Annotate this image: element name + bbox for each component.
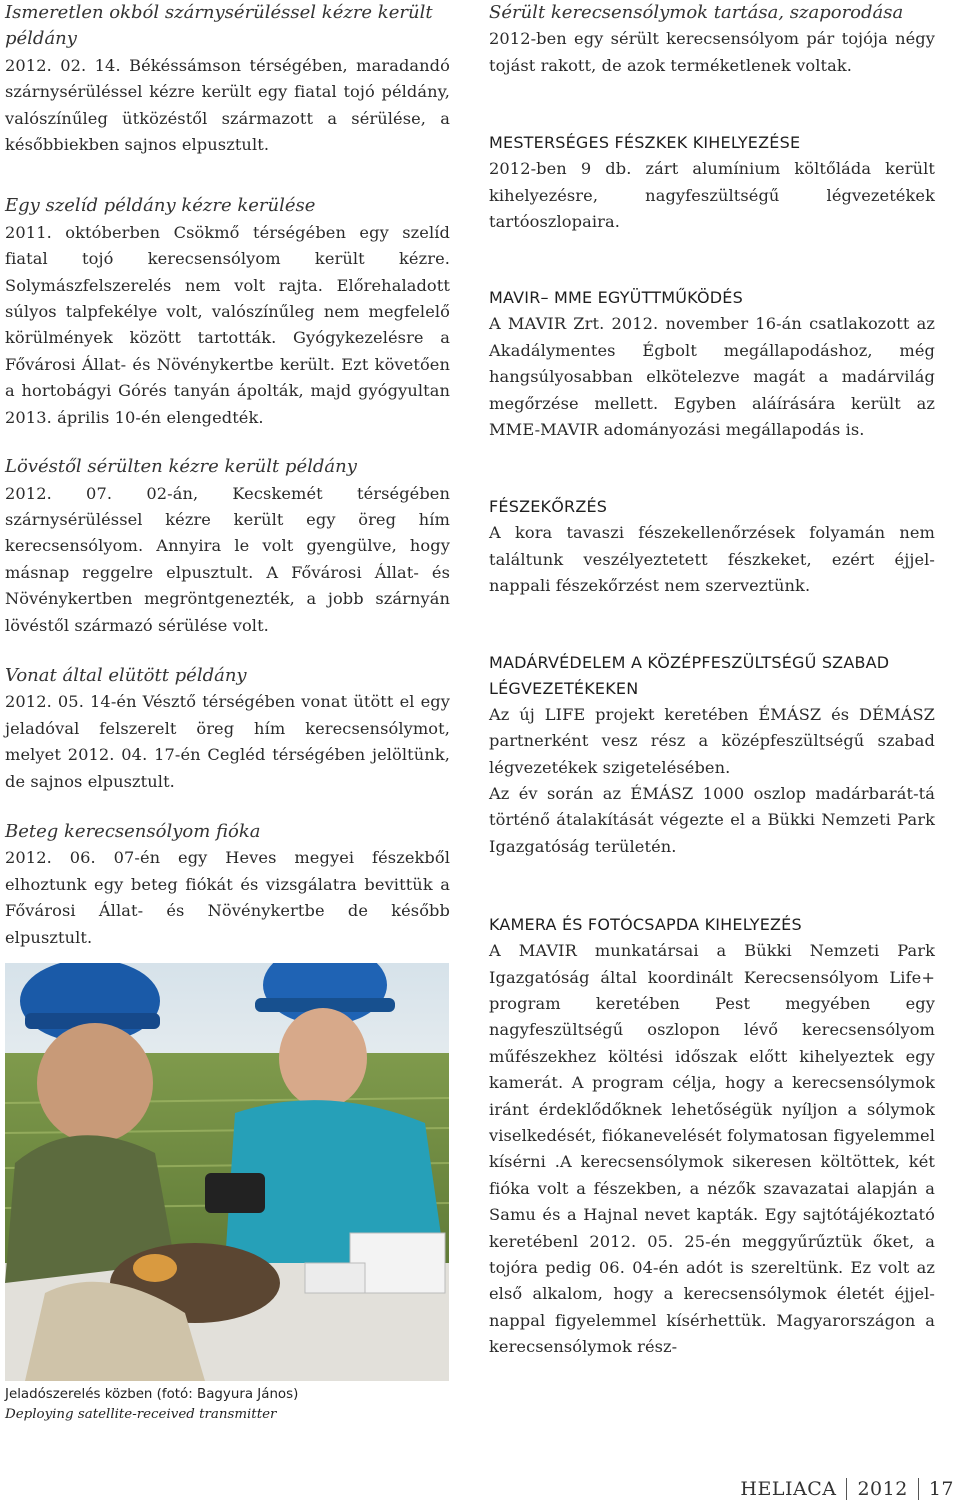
footer-divider (918, 1478, 919, 1500)
section-title: FÉSZEKŐRZÉS (489, 497, 608, 517)
section-title: Lövéstől sérülten kézre került példány (5, 456, 357, 478)
section-title: Sérült kerecsensólymok tartása, szaporodása (489, 2, 904, 23)
page-footer (740, 1476, 954, 1502)
photo-caption: Jeladószerelés közben (fotó: Bagyura János) (5, 1387, 299, 1402)
section-camera-installation (489, 912, 935, 1361)
page-number: 17 (928, 1478, 954, 1500)
photo-caption-english: Deploying satellite-received transmitter (5, 1407, 277, 1422)
section-artificial-nests (489, 130, 935, 235)
section-body-second: Az év során az ÉMÁSZ 1000 oszlop madárbarát-tá történő átalakítását végezte el a Bükki Nemzeti Park Igazgatóság területén. (489, 783, 935, 856)
section-title: MAVIR– MME EGYÜTTMŰKÖDÉS (489, 288, 743, 308)
section-nest-guarding (489, 494, 935, 599)
section-title: KAMERA ÉS FOTÓCSAPDA KIHELYEZÉS (489, 915, 802, 935)
journal-name: HELIACA (740, 1478, 837, 1500)
section-body: A kora tavaszi fészekellenőrzések folyamán nem találtunk veszélyeztetett fészkeket, ezért éjjel-nappali fészekőrzést nem szerveztünk. (489, 523, 935, 596)
section-title: Egy szelíd példány kézre kerülése (5, 195, 316, 217)
section-body: 2012. 02. 14. Békéssámson térségében, maradandó szárnysérüléssel kézre került egy fiatal tojó példány, valószínűleg ütközéstől származott a sérülése, a későbbiekben sajnos elpusztult. (5, 55, 450, 155)
section-shot-specimen (5, 454, 450, 639)
section-injured-falcons-breeding (489, 0, 935, 79)
section-medium-voltage-protection (489, 650, 935, 860)
section-body: 2012. 06. 07-én egy Heves megyei fészekből elhoztunk egy beteg fiókát és vizsgálatra bevittük a Fővárosi Állat- és Növénykertbe de később elpusztult. (5, 848, 450, 947)
section-body: 2011. októberben Csökmő térségében egy szelíd fiatal tojó kerecsensólyom került kézre. Solymászfelszerelés nem volt rajta. Előrehaladott súlyos talpfekélye volt, valószínűleg nem megfelelő körülmények között tartották. Gyógykezelésre a Fővárosi Állat- és Növénykertbe került. Ezt követően a hortobágyi Górés tanyán ápolták, majd gyógyultan 2013. április 10-én elengedték. (5, 222, 450, 427)
section-tame-specimen (5, 193, 450, 431)
section-train-hit-specimen (5, 663, 450, 795)
photo-illustration (5, 963, 449, 1381)
section-title: Beteg kerecsensólyom fióka (5, 820, 261, 842)
transmitter-photo (5, 963, 449, 1381)
footer-divider (846, 1478, 847, 1500)
section-title: Ismeretlen okból szárnysérüléssel kézre került példány (5, 2, 433, 50)
section-title: Vonat által elütött példány (5, 664, 247, 686)
section-body: 2012. 07. 02-án, Kecskemét térségében szárnysérüléssel kézre került egy öreg hím kerecsensólyom. Annyira le volt gyengülve, hogy másnap reggelre elpusztult. A Fővárosi Állat- és Növénykertben megröntgenezték, a jobb szárnyán lövéstől származó sérülése volt. (5, 483, 450, 635)
section-title: MADÁRVÉDELEM A KÖZÉPFESZÜLTSÉGŰ SZABAD LÉGVEZETÉKEKEN (489, 652, 890, 698)
section-title: MESTERSÉGES FÉSZKEK KIHELYEZÉSE (489, 133, 801, 153)
section-body: 2012. 05. 14-én Vésztő térségében vonat ütött el egy jeladóval felszerelt öreg hím kerecsensólymot, melyet 2012. 04. 17-én Cegléd térségében jelöltünk, de sajnos elpusztult. (5, 692, 450, 791)
section-sick-chick (5, 819, 450, 951)
right-column (489, 0, 935, 1361)
section-body: A MAVIR Zrt. 2012. november 16-án csatlakozott az Akadálymentes Égbolt megállapodáshoz, még hangsúlyosabban elkötelezve magát a madárvilág megőrzése mellett. Egyben aláírására került az MME-MAVIR adományozási megállapodás is. (489, 314, 935, 440)
journal-year: 2012 (857, 1478, 908, 1500)
section-body: 2012-ben 9 db. zárt alumínium költőláda került kihelyezésre, nagyfeszültségű légvezetékek tartóoszlopaira. (489, 159, 935, 232)
section-unknown-wing-injury (5, 0, 450, 158)
left-column (5, 0, 450, 951)
section-mavir-mme-cooperation (489, 285, 935, 443)
section-body: A MAVIR munkatársai a Bükki Nemzeti Park Igazgatóság által koordinált Kerecsensólyom Life+ program keretében Pest megyében egy nagyfeszültségű oszlopon lévő kerecsensólyom műfészekhez költési időszak előtt kihelyeztek egy kamerát. A program célja, hogy a kerecsensólymok iránt érdeklődőknek lehetőségük nyíljon a sólymok viselkedését, fiókanevelését folymatosan figyelemmel kísérni .A kerecsensólymok sikeresen költöttek, két fióka volt a fészekben, a nézők szavazatai alapján a Samu és a Hajnal nevet kapták. Egy sajtótájékoztató keretébenl 2012. 05. 25-én meggyűrűztük őket, a tojóra pedig 06. 04-én adót is szereltünk. Ez volt az első alkalom, hogy a kerecsensólymok életét éjjel-nappal figyelemmel kísérhettük. Magyarországon a kerecsensólymok rész- (489, 941, 935, 1357)
section-body: Az új LIFE projekt keretében ÉMÁSZ és DÉMÁSZ partnerként vesz rész a középfeszültségű szabad légvezetékek szigetelésében. (489, 704, 935, 777)
section-body: 2012-ben egy sérült kerecsensólyom pár tojója négy tojást rakott, de azok terméketlenek voltak. (489, 29, 935, 75)
